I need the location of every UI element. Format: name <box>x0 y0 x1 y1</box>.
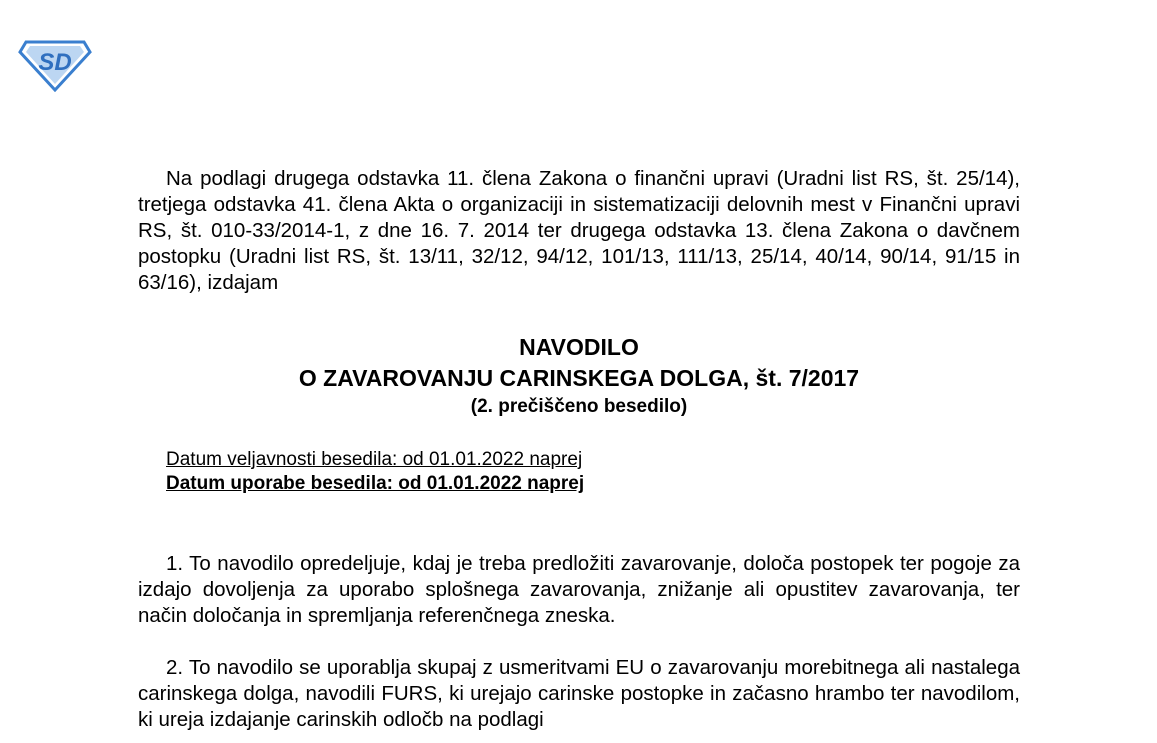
document-title-subject: O ZAVAROVANJU CARINSKEGA DOLGA, št. 7/2017 <box>298 365 860 391</box>
sd-diamond-logo-icon <box>18 40 92 92</box>
preamble-paragraph: Na podlagi drugega odstavka 11. člena Zakona o finančni upravi (Uradni list RS, št. 25/14), tretjega odstavka 41. člena Akta o organizaciji in sistematizaciji delovnih mest v Finančni upravi RS, št. 010-33/2014-1, z dne 16. 7. 2014 ter drugega odstavka 13. člena Zakona o davčnem postopku (Uradni list RS, št. 13/11, 32/12, 94/12, 101/13, 111/13, 25/14, 40/14, 90/14, 91/15 in 63/16), izdajam <box>138 167 1020 294</box>
document-subtitle: (2. prečiščeno besedilo) <box>470 396 688 417</box>
usage-date: Datum uporabe besedila: od 01.01.2022 naprej <box>166 473 585 494</box>
paragraph-2: 2. To navodilo se uporablja skupaj z usmeritvami EU o zavarovanju morebitnega ali nastalega carinskega dolga, navodili FURS, ki urejajo carinske postopke in začasno hrambo ter navodilom, ki ureja izdajanje carinskih odločb na podlagi <box>138 656 1020 731</box>
paragraph-1: 1. To navodilo opredeljuje, kdaj je treba predložiti zavarovanje, določa postopek ter pogoje za izdajo dovoljenja za uporabo splošnega zavarovanja, znižanje ali opustitev zavarovanja, ter način določanja in spremljanja referenčnega zneska. <box>138 552 1020 627</box>
validity-date: Datum veljavnosti besedila: od 01.01.2022 naprej <box>166 449 583 470</box>
validity-block <box>166 448 1020 496</box>
document-title: NAVODILO <box>519 334 639 360</box>
document-page <box>138 166 1020 733</box>
title-block <box>138 332 1020 420</box>
logo-text: SD <box>38 49 72 76</box>
